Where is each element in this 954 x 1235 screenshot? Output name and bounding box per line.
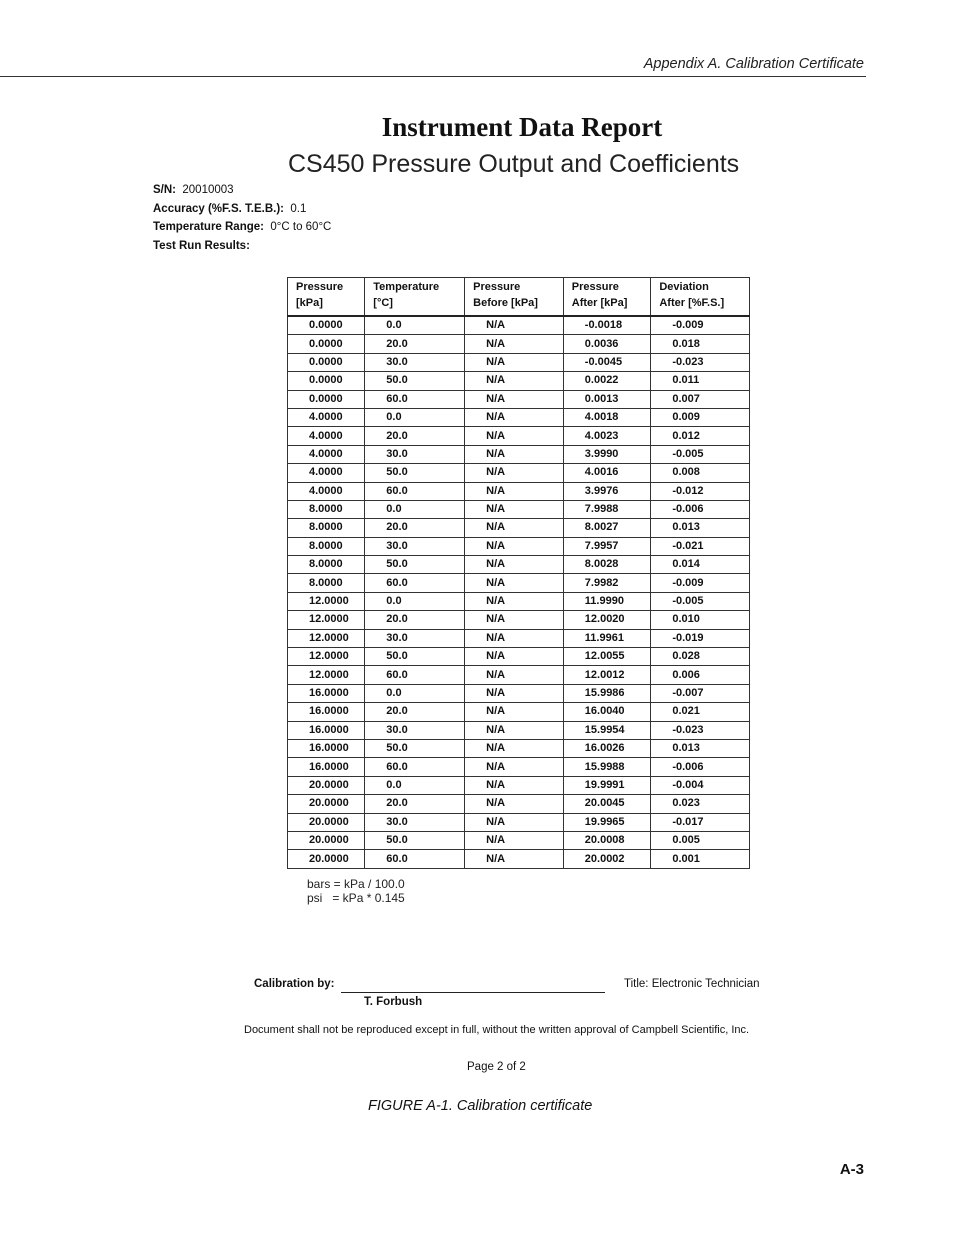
table-cell: 0.0 (365, 316, 465, 335)
table-cell: 30.0 (365, 537, 465, 555)
table-row (288, 537, 750, 555)
table-cell: 7.9982 (563, 574, 651, 592)
table-row (288, 464, 750, 482)
table-cell: 12.0000 (288, 592, 365, 610)
table-cell: -0.0018 (563, 316, 651, 335)
table-cell: N/A (465, 335, 564, 353)
table-cell: 0.006 (651, 666, 750, 684)
table-cell: N/A (465, 666, 564, 684)
table-cell: 0.0036 (563, 335, 651, 353)
table-cell: 20.0000 (288, 795, 365, 813)
column-header (365, 278, 465, 317)
table-row (288, 353, 750, 371)
bars-conversion: bars = kPa / 100.0 (307, 877, 405, 891)
table-cell: 0.0 (365, 592, 465, 610)
accuracy-label: Accuracy (%F.S. T.E.B.): (153, 202, 285, 215)
table-cell: N/A (465, 629, 564, 647)
table-row (288, 684, 750, 702)
table-cell: 0.0000 (288, 353, 365, 371)
table-cell: 60.0 (365, 758, 465, 776)
table-cell: -0.006 (651, 500, 750, 518)
table-cell: 20.0 (365, 427, 465, 445)
calibration-by-label: Calibration by: (254, 978, 335, 990)
unit-conversions (307, 877, 405, 905)
table-body (288, 316, 750, 868)
table-cell: N/A (465, 537, 564, 555)
table-row (288, 795, 750, 813)
table-row (288, 703, 750, 721)
table-cell: -0.007 (651, 684, 750, 702)
table-row (288, 776, 750, 794)
report-title: Instrument Data Report (381, 112, 663, 142)
test-run-line (153, 237, 331, 256)
table-row (288, 739, 750, 757)
table-cell: 4.0000 (288, 445, 365, 463)
table-cell: N/A (465, 427, 564, 445)
table-cell: 11.9990 (563, 592, 651, 610)
table-cell: -0.023 (651, 353, 750, 371)
table-cell: N/A (465, 758, 564, 776)
table-cell: 12.0000 (288, 648, 365, 666)
table-cell: 4.0023 (563, 427, 651, 445)
table-cell: 0.023 (651, 795, 750, 813)
table-cell: 12.0012 (563, 666, 651, 684)
table-cell: 60.0 (365, 666, 465, 684)
table-cell: 16.0000 (288, 739, 365, 757)
table-row (288, 408, 750, 426)
table-cell: 19.9965 (563, 813, 651, 831)
column-header (651, 278, 750, 317)
table-cell: -0.019 (651, 629, 750, 647)
column-header-line: [°C] (373, 296, 393, 309)
table-row (288, 721, 750, 739)
table-cell: 20.0 (365, 795, 465, 813)
table-cell: 30.0 (365, 445, 465, 463)
table-cell: N/A (465, 519, 564, 537)
table-cell: 20.0000 (288, 776, 365, 794)
table-cell: 60.0 (365, 390, 465, 408)
table-cell: 0.0000 (288, 390, 365, 408)
temperature-range-line (153, 218, 331, 237)
table-cell: 30.0 (365, 353, 465, 371)
table-cell: 0.0022 (563, 372, 651, 390)
table-cell: N/A (465, 445, 564, 463)
table-row (288, 831, 750, 849)
table-cell: 20.0000 (288, 831, 365, 849)
table-cell: 20.0000 (288, 850, 365, 868)
table-header-row (288, 278, 750, 317)
table-cell: N/A (465, 408, 564, 426)
table-row (288, 500, 750, 518)
table-cell: 4.0000 (288, 427, 365, 445)
table-cell: N/A (465, 648, 564, 666)
table-cell: 0.0000 (288, 335, 365, 353)
signature-line (341, 992, 605, 993)
table-cell: N/A (465, 316, 564, 335)
table-cell: 60.0 (365, 574, 465, 592)
table-cell: 15.9986 (563, 684, 651, 702)
table-cell: 3.9990 (563, 445, 651, 463)
table-cell: 20.0002 (563, 850, 651, 868)
table-cell: 20.0 (365, 335, 465, 353)
table-cell: N/A (465, 795, 564, 813)
table-cell: N/A (465, 390, 564, 408)
figure-caption: FIGURE A-1. Calibration certificate (368, 1098, 593, 1114)
table-cell: 8.0027 (563, 519, 651, 537)
column-header-line: Temperature (373, 281, 440, 293)
table-cell: 16.0000 (288, 684, 365, 702)
table-cell: 11.9961 (563, 629, 651, 647)
table-cell: 50.0 (365, 739, 465, 757)
table-cell: 20.0 (365, 519, 465, 537)
table-cell: N/A (465, 831, 564, 849)
table-row (288, 445, 750, 463)
table-cell: 30.0 (365, 721, 465, 739)
table-cell: 0.008 (651, 464, 750, 482)
table-cell: N/A (465, 592, 564, 610)
table-cell: -0.023 (651, 721, 750, 739)
table-cell: 4.0000 (288, 464, 365, 482)
table-cell: 12.0000 (288, 629, 365, 647)
table-cell: -0.005 (651, 592, 750, 610)
table-cell: N/A (465, 500, 564, 518)
serial-number-line (153, 181, 331, 200)
report-subtitle: CS450 Pressure Output and Coefficients (288, 150, 740, 178)
table-cell: 12.0000 (288, 666, 365, 684)
table-row (288, 482, 750, 500)
table-cell: 16.0040 (563, 703, 651, 721)
column-header-line: [kPa] (296, 296, 323, 309)
table-row (288, 629, 750, 647)
accuracy-line (153, 200, 331, 219)
table-cell: N/A (465, 482, 564, 500)
table-cell: 50.0 (365, 831, 465, 849)
table-row (288, 648, 750, 666)
table-cell: 12.0000 (288, 611, 365, 629)
table-cell: 16.0026 (563, 739, 651, 757)
table-cell: 20.0045 (563, 795, 651, 813)
table-cell: 0.001 (651, 850, 750, 868)
column-header-line: Pressure (473, 281, 521, 293)
table-cell: N/A (465, 850, 564, 868)
table-cell: 0.021 (651, 703, 750, 721)
accuracy-value: 0.1 (290, 202, 307, 215)
table-cell: -0.004 (651, 776, 750, 794)
table-row (288, 519, 750, 537)
table-cell: N/A (465, 721, 564, 739)
test-results-table (287, 277, 750, 869)
table-cell: N/A (465, 739, 564, 757)
table-cell: 20.0 (365, 611, 465, 629)
table-cell: 30.0 (365, 629, 465, 647)
table-cell: 0.005 (651, 831, 750, 849)
table-cell: 0.0000 (288, 316, 365, 335)
table-row (288, 850, 750, 868)
table-cell: N/A (465, 684, 564, 702)
table-cell: 0.0 (365, 408, 465, 426)
table-cell: 0.009 (651, 408, 750, 426)
table-cell: -0.006 (651, 758, 750, 776)
table-cell: 0.0 (365, 500, 465, 518)
table-cell: 4.0000 (288, 482, 365, 500)
table-cell: 0.013 (651, 519, 750, 537)
column-header-line: Deviation (659, 281, 709, 293)
table-cell: -0.005 (651, 445, 750, 463)
table-cell: -0.009 (651, 316, 750, 335)
table-cell: 19.9991 (563, 776, 651, 794)
table-cell: 60.0 (365, 850, 465, 868)
table-cell: 12.0020 (563, 611, 651, 629)
table-cell: 4.0000 (288, 408, 365, 426)
running-header: Appendix A. Calibration Certificate (643, 56, 864, 72)
calibrator-title: Title: Electronic Technician (624, 978, 760, 990)
table-cell: 0.007 (651, 390, 750, 408)
temperature-range-value: 0°C to 60°C (270, 221, 332, 233)
table-cell: N/A (465, 556, 564, 574)
table-cell: 8.0000 (288, 574, 365, 592)
header-rule (0, 76, 866, 77)
table-cell: 7.9988 (563, 500, 651, 518)
table-row (288, 574, 750, 592)
table-cell: 16.0000 (288, 758, 365, 776)
table-cell: 60.0 (365, 482, 465, 500)
table-cell: 50.0 (365, 372, 465, 390)
column-header (563, 278, 651, 317)
table-cell: 8.0028 (563, 556, 651, 574)
table-cell: 0.0 (365, 684, 465, 702)
certificate-page-number: Page 2 of 2 (467, 1061, 526, 1073)
temperature-range-label: Temperature Range: (153, 221, 264, 233)
table-row (288, 335, 750, 353)
table-cell: 0.010 (651, 611, 750, 629)
table-cell: 12.0055 (563, 648, 651, 666)
table-cell: 4.0018 (563, 408, 651, 426)
table-cell: 0.014 (651, 556, 750, 574)
table-cell: 8.0000 (288, 519, 365, 537)
table-cell: 0.0013 (563, 390, 651, 408)
table-row (288, 372, 750, 390)
table-cell: 4.0016 (563, 464, 651, 482)
table-row (288, 611, 750, 629)
table-cell: N/A (465, 574, 564, 592)
psi-conversion: psi = kPa * 0.145 (307, 891, 405, 905)
column-header-line: After [kPa] (571, 296, 628, 309)
table-cell: 7.9957 (563, 537, 651, 555)
table-cell: 0.028 (651, 648, 750, 666)
table-cell: -0.017 (651, 813, 750, 831)
table-row (288, 758, 750, 776)
disclaimer: Document shall not be reproduced except in full, without the written approval of Campbell Scientific, Inc. (244, 1024, 750, 1036)
table-row (288, 427, 750, 445)
table-row (288, 556, 750, 574)
table-cell: N/A (465, 464, 564, 482)
table-cell: N/A (465, 372, 564, 390)
table-cell: N/A (465, 703, 564, 721)
table-cell: 30.0 (365, 813, 465, 831)
table-cell: N/A (465, 813, 564, 831)
table-cell: -0.009 (651, 574, 750, 592)
table-row (288, 666, 750, 684)
table-cell: 20.0000 (288, 813, 365, 831)
instrument-info (153, 181, 331, 255)
table-cell: 16.0000 (288, 703, 365, 721)
table-cell: 20.0008 (563, 831, 651, 849)
table-cell: 0.012 (651, 427, 750, 445)
column-header-line: Pressure (296, 281, 344, 293)
test-run-label: Test Run Results: (153, 239, 250, 252)
column-header (465, 278, 564, 317)
column-header-line: Before [kPa] (473, 296, 538, 309)
table-cell: -0.012 (651, 482, 750, 500)
table-row (288, 316, 750, 335)
table-cell: N/A (465, 611, 564, 629)
table-cell: 16.0000 (288, 721, 365, 739)
table-cell: 0.018 (651, 335, 750, 353)
table-cell: 0.011 (651, 372, 750, 390)
table-cell: 50.0 (365, 464, 465, 482)
serial-number-label: S/N: (153, 184, 176, 196)
table-cell: 50.0 (365, 648, 465, 666)
table-cell: 0.013 (651, 739, 750, 757)
column-header (288, 278, 365, 317)
table-cell: 15.9988 (563, 758, 651, 776)
table-cell: 0.0 (365, 776, 465, 794)
table-row (288, 592, 750, 610)
table-cell: 20.0 (365, 703, 465, 721)
page-label: A-3 (839, 1161, 864, 1178)
column-header-line: Pressure (571, 281, 619, 293)
table-cell: 15.9954 (563, 721, 651, 739)
table-cell: -0.021 (651, 537, 750, 555)
table-cell: 8.0000 (288, 556, 365, 574)
table-cell: 3.9976 (563, 482, 651, 500)
table-cell: 8.0000 (288, 537, 365, 555)
table-cell: 0.0000 (288, 372, 365, 390)
table-cell: N/A (465, 353, 564, 371)
column-header-line: After [%F.S.] (659, 296, 725, 309)
table-row (288, 390, 750, 408)
table-cell: N/A (465, 776, 564, 794)
table-cell: 50.0 (365, 556, 465, 574)
table-row (288, 813, 750, 831)
calibrator-name: T. Forbush (364, 996, 423, 1008)
serial-number-value: 20010003 (182, 184, 234, 196)
table-cell: -0.0045 (563, 353, 651, 371)
table-cell: 8.0000 (288, 500, 365, 518)
